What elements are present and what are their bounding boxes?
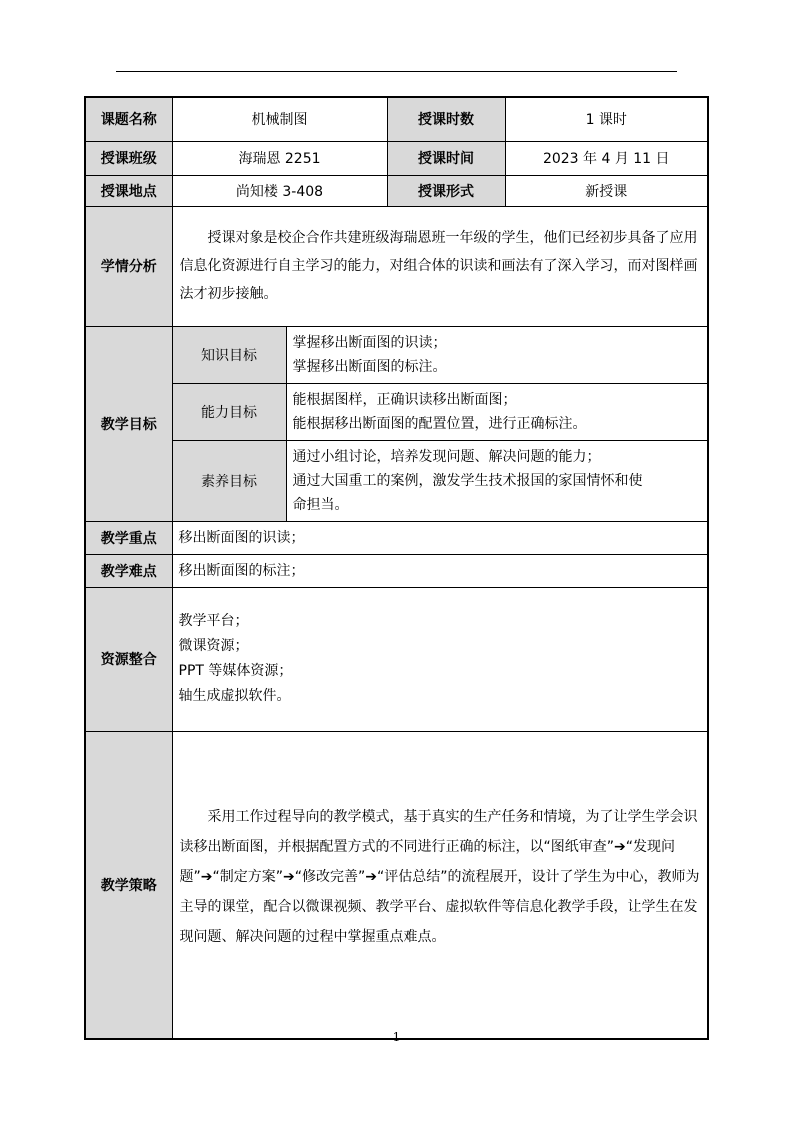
row-place (85, 175, 708, 206)
row-ability (85, 383, 708, 440)
knowledge-text (286, 326, 708, 383)
row-resources (85, 587, 708, 731)
resource-item: PPT 等媒体资源； (178, 663, 293, 679)
row-difficulty (85, 554, 708, 587)
class-label: 授课班级 (85, 141, 172, 175)
knowledge-line: 掌握移出断面图的识读； (292, 334, 447, 351)
resource-item: 微课资源； (178, 638, 249, 654)
quality-line: 命担当。 (292, 496, 349, 513)
quality-line: 通过小组讨论，培养发现问题、解决问题的能力； (292, 448, 601, 465)
quality-text (286, 440, 708, 521)
time-label: 授课时间 (387, 141, 505, 175)
resources-list (172, 587, 708, 731)
analysis-label: 学情分析 (85, 206, 172, 326)
analysis-text: 授课对象是校企合作共建班级海瑞恩班一年级的学生，他们已经初步具备了应用信息化资源进行自主学习的能力，对组合体的识读和画法有了深入学习，而对图样画法才初步接触。 (172, 206, 708, 326)
hours-label: 授课时数 (387, 97, 505, 141)
key-point-label: 教学重点 (85, 521, 172, 554)
strategy-text: 采用工作过程导向的教学模式，基于真实的生产任务和情境，为了让学生学会识读移出断面图，并根据配置方式的不同进行正确的标注，以“图纸审查”➔“发现问题”➔“制定方案”➔“修改完善”➔“评估总结”的流程展开，设计了学生为中心，教师为主导的课堂，配合以微课视频、教学平台、虚拟软件等信息化教学手段，让学生在发现问题、解决问题的过程中掌握重点难点。 (172, 731, 708, 1039)
row-class (85, 141, 708, 175)
form-label: 授课形式 (387, 175, 505, 206)
course-name-label: 课题名称 (85, 97, 172, 141)
quality-line: 通过大国重工的案例，激发学生技术报国的家国情怀和使 (292, 472, 643, 489)
place-value: 尚知楼 3-408 (172, 175, 387, 206)
class-value: 海瑞恩 2251 (172, 141, 387, 175)
time-value: 2023 年 4 月 11 日 (505, 141, 708, 175)
lesson-plan-table (84, 96, 709, 1040)
quality-label: 素养目标 (172, 440, 286, 521)
row-analysis (85, 206, 708, 326)
ability-label: 能力目标 (172, 383, 286, 440)
form-value: 新授课 (505, 175, 708, 206)
difficulty-label: 教学难点 (85, 554, 172, 587)
key-point-text: 移出断面图的识读； (172, 521, 708, 554)
course-name-value: 机械制图 (172, 97, 387, 141)
hours-value: 1 课时 (505, 97, 708, 141)
resource-item: 轴生成虚拟软件。 (178, 688, 291, 704)
resources-label: 资源整合 (85, 587, 172, 731)
place-label: 授课地点 (85, 175, 172, 206)
ability-line: 能根据图样，正确识读移出断面图； (292, 391, 517, 408)
ability-line: 能根据移出断面图的配置位置，进行正确标注。 (292, 415, 587, 432)
row-quality (85, 440, 708, 521)
row-strategy (85, 731, 708, 1039)
ability-text (286, 383, 708, 440)
difficulty-text: 移出断面图的标注； (172, 554, 708, 587)
row-course (85, 97, 708, 141)
row-key-point (85, 521, 708, 554)
strategy-label: 教学策略 (85, 731, 172, 1039)
objectives-label: 教学目标 (85, 326, 172, 521)
row-knowledge (85, 326, 708, 383)
knowledge-line: 掌握移出断面图的标注。 (292, 358, 447, 375)
header-rule (116, 71, 677, 72)
knowledge-label: 知识目标 (172, 326, 286, 383)
page-number: 1 (392, 1030, 401, 1044)
resource-item: 教学平台； (178, 613, 249, 629)
